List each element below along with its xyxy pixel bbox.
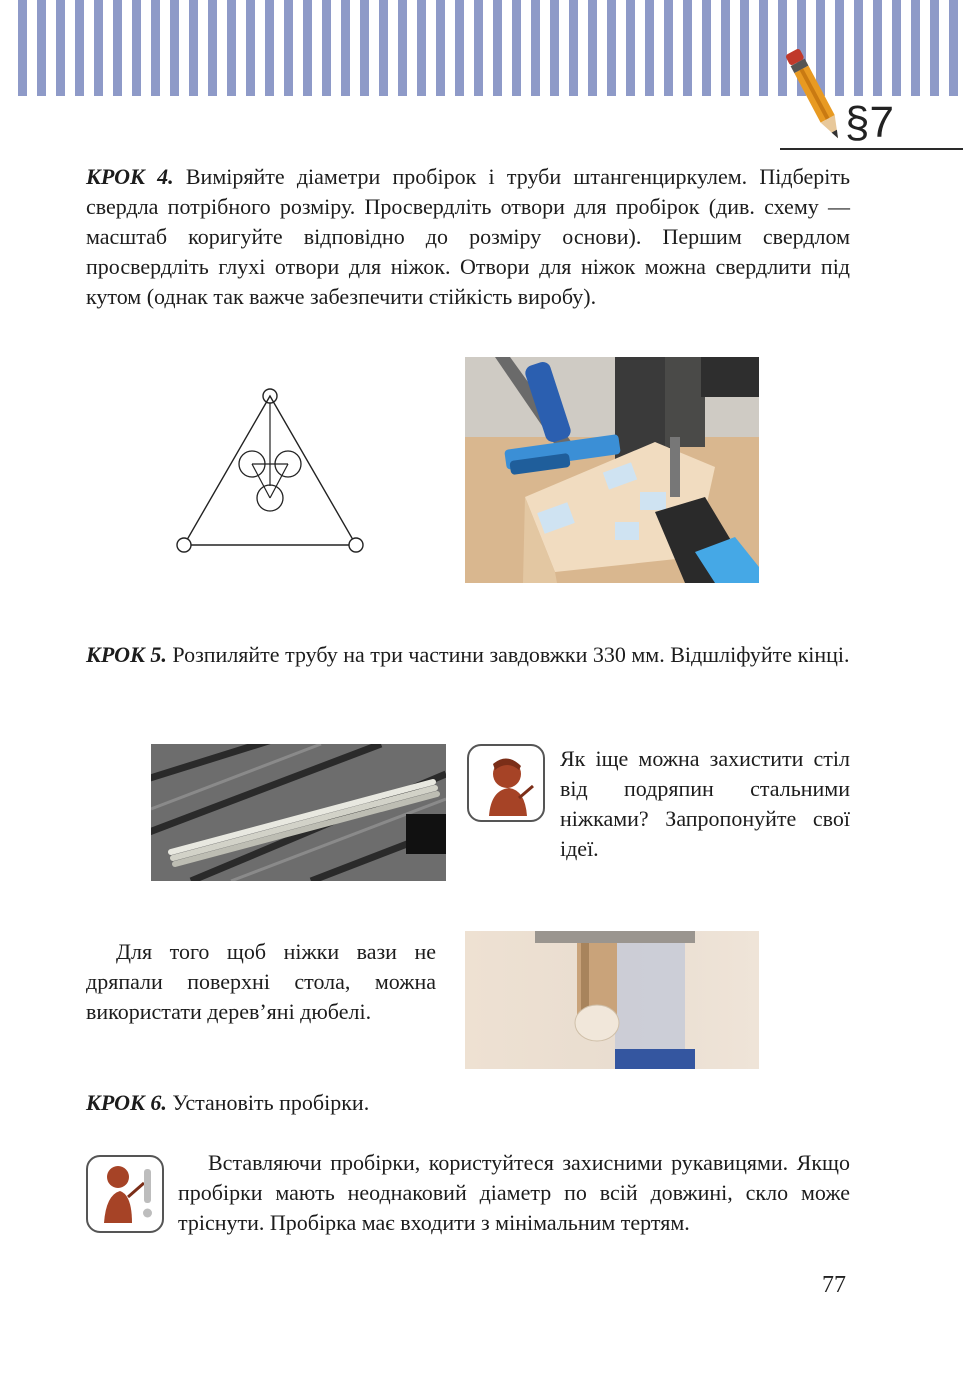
cut-tubes-photo [151,744,446,881]
thinking-figure-icon [467,744,545,822]
warning-figure-icon [86,1155,164,1233]
section-mark: §7 [845,98,894,147]
warning-text: Вставляючи пробірки, користуйтеся захисними рукавицями. Якщо пробірки мають неоднаковий діаметр по всій довжині, скло може тріснути. Пробірка має входити з мінімальним тертям. [178,1150,850,1235]
pencil-icon [780,40,850,150]
tip-text: Для того щоб ніжки вази не дряпали поверхні стола, можна використати дерев’яні дюбелі. [86,939,436,1024]
step6-text: Установіть пробірки. [172,1090,370,1115]
step5-text: Розпиляйте трубу на три частини завдовжки 330 мм. Відшліфуйте кінці. [172,642,850,667]
hole-layout-diagram [170,378,370,558]
step6-paragraph [86,1088,850,1118]
section-underline [780,148,963,150]
step5-paragraph [86,640,850,670]
step4-label: КРОК 4. [86,164,174,189]
page-number: 77 [822,1272,846,1298]
question-text: Як іще можна захистити стіл від подряпин стальними ніжками? Запропонуйте свої ідеї. [560,746,850,861]
step4-text: Виміряйте діаметри пробірок і труби штангенциркулем. Підберіть свердла потрібного розміру. Просвердліть отвори для пробірок (див. схему — масштаб коригуйте відповідно до розміру основи). Першим свердлом просвердліть глухі отвори для ніжок. Отвори для ніжок можна свердлити під кутом (однак так важче забезпечити стійкість виробу). [86,164,850,309]
wooden-dowel-photo [465,931,759,1069]
step5-label: КРОК 5. [86,642,167,667]
drill-press-photo [465,357,759,583]
step4-paragraph [86,162,850,312]
step6-label: КРОК 6. [86,1090,167,1115]
